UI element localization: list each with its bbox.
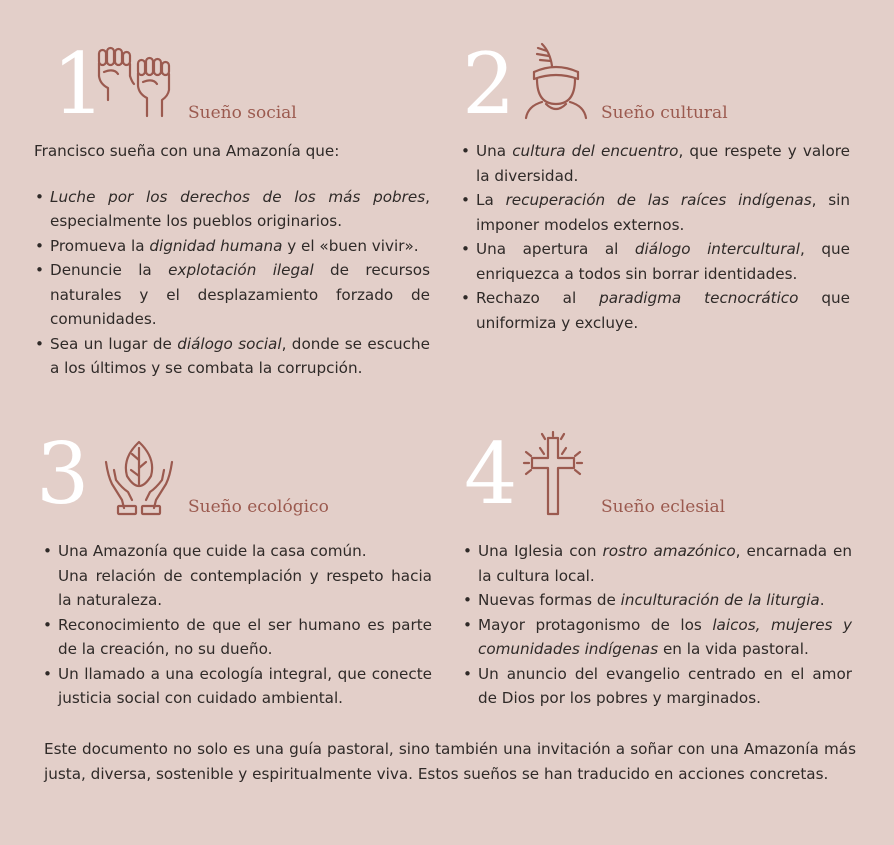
bullet-item	[42, 539, 432, 613]
bullet-text: .	[819, 591, 825, 609]
bullet-text: y el «buen vivir».	[282, 236, 419, 255]
radiant-cross-icon	[522, 430, 584, 516]
bullet-text: Denuncie la	[50, 261, 169, 279]
section-body	[462, 539, 852, 711]
bullet-item	[460, 139, 850, 188]
section-intro: Francisco sueña con una Amazonía que:	[34, 142, 340, 160]
emphasis-text: diálogo social	[177, 334, 282, 353]
bullet-list	[34, 185, 430, 381]
hands-leaf-icon	[102, 438, 176, 516]
bullet-item	[460, 188, 850, 237]
section-number: 2	[462, 35, 516, 133]
bullet-text: Una Amazonía que cuide la casa común.	[58, 542, 367, 560]
bullet-item	[462, 539, 852, 588]
bullet-item	[42, 613, 432, 662]
bullet-list	[462, 539, 852, 711]
section-title: Sueño cultural	[601, 103, 728, 123]
bullet-text: Nuevas formas de	[478, 591, 621, 609]
section-number: 4	[464, 425, 518, 523]
emphasis-text: inculturación de la liturgia	[620, 591, 820, 609]
bullet-text: Promueva la	[50, 236, 150, 255]
bullet-text: en la vida pastoral.	[658, 640, 809, 658]
bullet-text: , especialmente los pueblos originarios.	[50, 187, 430, 230]
emphasis-text: explotación ilegal	[168, 261, 314, 279]
bullet-text: Un anuncio del evangelio centrado en el amor de Dios por los pobres y marginados.	[478, 664, 852, 707]
bullet-text: Una Iglesia con	[478, 542, 603, 560]
indigenous-person-icon	[520, 42, 592, 120]
bullet-text: La	[476, 191, 506, 209]
bullet-list	[42, 539, 432, 711]
emphasis-text: paradigma tecnocrático	[599, 289, 799, 307]
section-number: 3	[36, 425, 90, 523]
bullet-item	[34, 234, 430, 259]
footer-paragraph: Este documento no solo es una guía pastoral, sino también una invitación a soñar con una Amazonía más justa, diversa, sostenible y espiritualmente viva. Estos sueños se han traducido en acciones concretas.	[44, 740, 856, 783]
section-number: 1	[52, 35, 106, 133]
section-title: Sueño eclesial	[601, 497, 726, 517]
bullet-item	[460, 286, 850, 335]
bullet-text: Reconocimiento de que el ser humano es parte de la creación, no su dueño.	[58, 615, 432, 658]
section-title: Sueño ecológico	[188, 497, 329, 517]
bullet-text: Un llamado a una ecología integral, que conecte justicia social con cuidado ambiental.	[58, 664, 432, 707]
section-body	[34, 139, 430, 381]
bullet-text: Rechazo al	[476, 289, 600, 307]
emphasis-text: laicos, mujeres y comunidades indígenas	[478, 615, 852, 658]
bullet-text: Mayor protagonismo de los	[478, 615, 713, 634]
emphasis-text: recuperación de las raíces indígenas	[505, 191, 812, 209]
bullet-item	[462, 613, 852, 662]
bullet-text: , donde se escuche a los últimos y se combata la corrupción.	[50, 334, 430, 377]
bullet-text: Sea un lugar de	[50, 334, 178, 353]
bullet-list	[460, 139, 850, 335]
bullet-text: Una relación de contemplación y respeto hacia la naturaleza.	[58, 566, 432, 609]
emphasis-text: rostro amazónico	[602, 542, 736, 560]
bullet-text: Una apertura al	[476, 240, 635, 258]
bullet-text: , sin imponer modelos externos.	[476, 191, 850, 234]
bullet-text: Una	[476, 142, 513, 160]
bullet-item	[34, 258, 430, 332]
emphasis-text: dignidad humana	[149, 236, 283, 255]
bullet-item	[460, 237, 850, 286]
bullet-item	[462, 662, 852, 711]
raised-fists-icon	[96, 46, 178, 120]
bullet-text: , que respete y valore la diversidad.	[476, 142, 850, 185]
emphasis-text: cultura del encuentro	[512, 142, 679, 160]
section-body	[42, 539, 432, 711]
bullet-text: , que enriquezca a todos sin borrar identidades.	[476, 240, 851, 283]
emphasis-text: Luche por los derechos de los más pobres	[50, 187, 426, 206]
bullet-text: que uniformiza y excluye.	[476, 289, 850, 332]
emphasis-text: diálogo intercultural	[634, 240, 801, 258]
bullet-item	[34, 185, 430, 234]
bullet-item	[42, 662, 432, 711]
section-body	[460, 139, 850, 335]
section-title: Sueño social	[188, 103, 297, 123]
bullet-item	[34, 332, 430, 381]
bullet-item	[462, 588, 852, 613]
bullet-text: de recursos naturales y el desplazamiento forzado de comunidades.	[50, 261, 430, 328]
bullet-text: , encarnada en la cultura local.	[478, 542, 853, 585]
